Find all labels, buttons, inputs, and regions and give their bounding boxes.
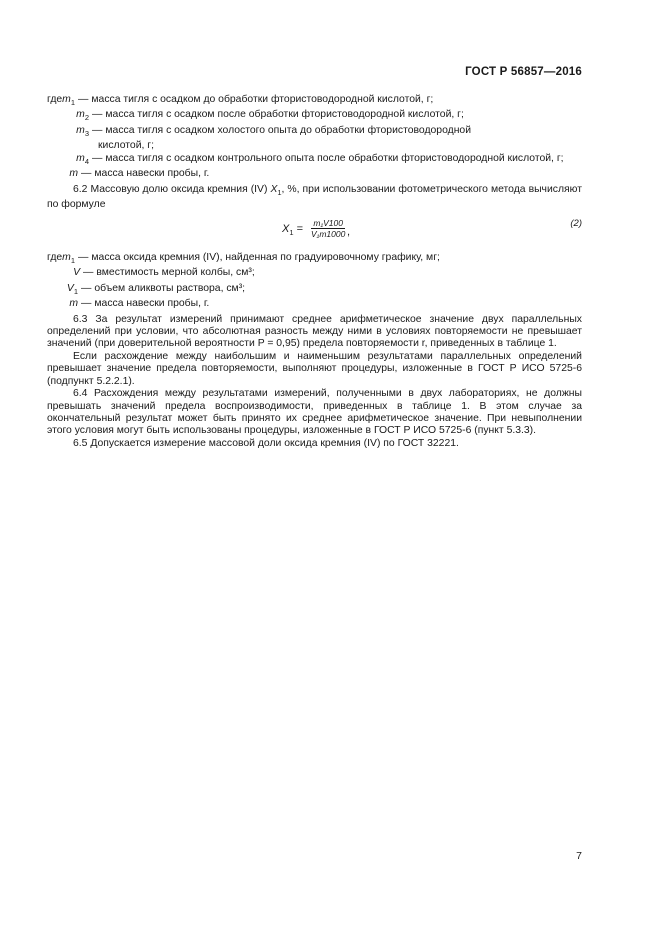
definition-symbol: $V_1$ (66, 282, 78, 296)
definition-row (47, 125, 582, 140)
definition-symbol: m (69, 298, 78, 310)
definition-symbol: $m_1$ (62, 251, 75, 265)
definition-text: масса тигля с осадком после обработки фтористоводородной кислотой, г; (105, 109, 464, 121)
paragraph-6-3-continuation: Если расхождение между наибольшим и наименьшим результатами параллельных определений превышает значение предела повторяемости, выполняют процедуры, изложенные в ГОСТ Р ИСО 5725-6 (подпункт 5.2.2.1). (47, 350, 582, 387)
definition-dash: — (92, 124, 103, 136)
paragraph-6-5: 6.5 Допускается измерение массовой доли оксида кремния (IV) по ГОСТ 32221. (73, 437, 459, 449)
definition-text: объем аликвоты раствора, см³; (94, 282, 246, 294)
definition-row (47, 94, 582, 109)
formula-lhs: $X_1$ = (282, 222, 303, 237)
definition-text: кислотой, г; (98, 140, 154, 152)
definition-text: масса навески пробы, г. (94, 298, 210, 310)
formula-denominator: V₁m1000 (311, 228, 346, 239)
definition-symbol: $m_4$ (76, 152, 89, 166)
formula-number: (2) (570, 217, 582, 229)
definition-row (47, 298, 582, 313)
definitions-list-1 (47, 94, 582, 184)
formula-numerator: m₁V100 (313, 217, 343, 228)
paragraph-6-4: 6.4 Расхождения между результатами измерений, полученными в двух лабораториях, не должны превышать значений предела воспроизводимости, приведенных в таблице 1. В этом случае за окончательный результат может быть принято их среднее арифметическое значение. При невыполнении этого условия могут быть использованы процедуры, изложенные в ГОСТ Р ИСО 5725-6 (пункт 5.3.3). (47, 388, 582, 437)
definition-dash: — (81, 298, 92, 310)
definition-symbol: V (73, 267, 80, 279)
definition-text: вместимость мерной колбы, см³; (96, 267, 255, 279)
definition-dash: — (81, 168, 92, 180)
paragraph-6-3: 6.3 За результат измерений принимают среднее арифметическое значение двух параллельных определений при условии, что абсолютная разность между ними в условиях повторяемости не превышает значений (при доверительной вероятности P = 0,95) предела повторяемости r, приведенных в таблице 1. (47, 313, 582, 350)
definition-text: масса тигля с осадком до обработки фтористоводородной кислотой, г; (91, 94, 434, 105)
document-code-header: ГОСТ Р 56857—2016 (465, 66, 582, 78)
definition-dash: — (78, 251, 89, 263)
definition-prefix: где (47, 94, 63, 105)
definition-row (47, 252, 582, 267)
definition-text: масса оксида кремния (IV), найденная по градуировочному графику, мг; (91, 251, 440, 263)
definition-row (47, 168, 582, 183)
definition-row (47, 153, 582, 168)
definition-dash: — (92, 109, 103, 121)
definition-prefix: где (47, 251, 63, 263)
definition-symbol: $m_1$ (62, 94, 75, 108)
definition-dash: — (92, 152, 103, 164)
formula-2 (47, 214, 582, 248)
definition-symbol: $m_2$ (76, 109, 89, 123)
formula-fraction (309, 218, 347, 239)
page-content (47, 94, 582, 450)
paragraph-6-2: 6.2 Массовую долю оксида кремния (IV) $X_1$, %, при использовании фотометрического метода вычисляют по формуле (47, 183, 582, 211)
definitions-list-2 (47, 252, 582, 314)
definition-dash: — (83, 267, 94, 279)
definition-text: масса навески пробы, г. (94, 168, 210, 180)
definition-row (47, 109, 582, 124)
definition-text: масса тигля с осадком холостого опыта до обработки фтористоводородной (105, 124, 472, 136)
formula-comma: , (347, 225, 351, 238)
definition-symbol: $m_3$ (76, 124, 89, 139)
definition-row (47, 267, 582, 282)
definition-text: масса тигля с осадком контрольного опыта после обработки фтористоводородной кислотой, г; (105, 152, 564, 164)
definition-continuation (47, 140, 582, 152)
definition-row (47, 283, 582, 298)
definition-symbol: m (69, 168, 78, 180)
definition-dash: — (78, 94, 89, 105)
definition-dash: — (81, 282, 92, 294)
page-number: 7 (576, 850, 582, 862)
